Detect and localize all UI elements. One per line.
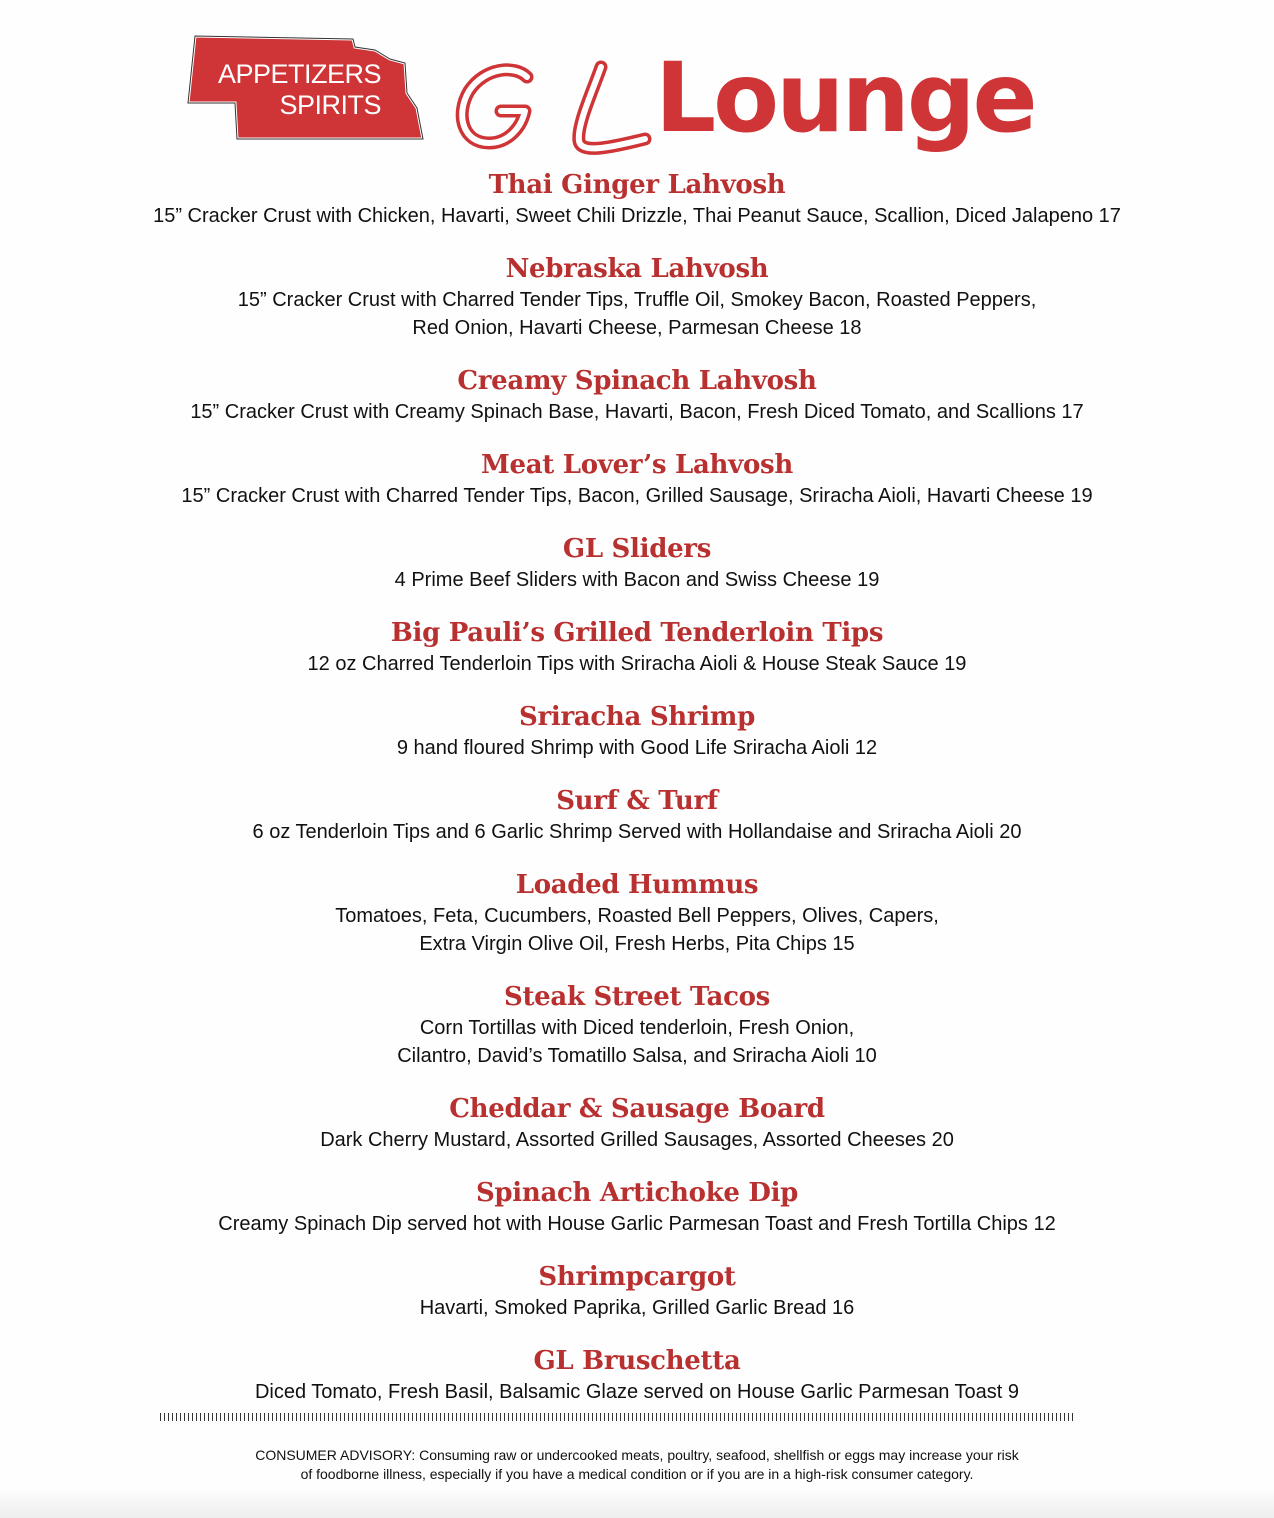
badge-line-appetizers: APPETIZERS — [217, 59, 381, 89]
menu-item-name: GL Sliders — [562, 534, 712, 564]
page-bottom-shade — [0, 1488, 1274, 1518]
menu-item-name: GL Bruschetta — [533, 1346, 741, 1376]
menu-item — [0, 1260, 1274, 1322]
menu-item — [0, 1344, 1274, 1406]
menu-item-name: Thai Ginger Lahvosh — [488, 170, 786, 200]
menu-item-description — [0, 286, 1274, 342]
menu-item — [0, 168, 1274, 230]
menu-item-description-line: Red Onion, Havarti Cheese, Parmesan Cheese 18 — [412, 317, 862, 339]
menu-item-description — [0, 734, 1274, 762]
menu-item-description — [0, 566, 1274, 594]
menu-item-name: Loaded Hummus — [515, 870, 759, 900]
dotted-divider — [160, 1413, 1076, 1421]
menu-item-description-line: 9 hand floured Shrimp with Good Life Sriracha Aioli 12 — [396, 737, 878, 759]
menu-item-name: Creamy Spinach Lahvosh — [457, 366, 817, 396]
menu-item-description-line: 15” Cracker Crust with Chicken, Havarti, Sweet Chili Drizzle, Thai Peanut Sauce, Scallion, Diced Jalapeno 17 — [153, 205, 1121, 227]
gl-monogram-logo — [455, 55, 655, 160]
menu-item-description-line: 15” Cracker Crust with Creamy Spinach Base, Havarti, Bacon, Fresh Diced Tomato, and Scallions 17 — [190, 401, 1084, 423]
menu-item-description-line: Havarti, Smoked Paprika, Grilled Garlic Bread 16 — [419, 1297, 855, 1319]
nebraska-badge — [185, 33, 425, 143]
menu-item — [0, 1176, 1274, 1238]
consumer-advisory — [150, 1446, 1124, 1484]
menu-item-description — [0, 1126, 1274, 1154]
menu-item-description — [0, 1014, 1274, 1070]
lounge-wordmark: Lounge — [655, 42, 1035, 154]
menu-item — [0, 1092, 1274, 1154]
menu-item-description — [0, 1210, 1274, 1238]
menu-item-name: Nebraska Lahvosh — [505, 254, 769, 284]
menu-item-description — [0, 482, 1274, 510]
menu-item-description-line: Corn Tortillas with Diced tenderloin, Fresh Onion, — [419, 1017, 855, 1039]
menu-item — [0, 252, 1274, 342]
menu-item — [0, 532, 1274, 594]
menu-item-description-line: Creamy Spinach Dip served hot with House Garlic Parmesan Toast and Fresh Tortilla Chips 12 — [218, 1213, 1056, 1235]
menu-item-description — [0, 818, 1274, 846]
badge-line-spirits: SPIRITS — [279, 90, 381, 120]
menu-item — [0, 448, 1274, 510]
menu-item-name: Sriracha Shrimp — [519, 702, 755, 732]
advisory-line-2: of foodborne illness, especially if you have a medical condition or if you are in a high-risk consumer category. — [300, 1466, 974, 1482]
menu-item-description — [0, 1294, 1274, 1322]
menu-item — [0, 868, 1274, 958]
menu-item-description-line: 4 Prime Beef Sliders with Bacon and Swiss Cheese 19 — [394, 569, 880, 591]
menu-item-description — [0, 202, 1274, 230]
menu-item-description-line: Diced Tomato, Fresh Basil, Balsamic Glaze served on House Garlic Parmesan Toast 9 — [254, 1381, 1020, 1403]
menu-item-description — [0, 398, 1274, 426]
menu-item-description-line: 6 oz Tenderloin Tips and 6 Garlic Shrimp Served with Hollandaise and Sriracha Aioli 20 — [252, 821, 1022, 843]
menu-item-description-line: Tomatoes, Feta, Cucumbers, Roasted Bell Peppers, Olives, Capers, — [335, 905, 939, 927]
menu-item-name: Big Pauli’s Grilled Tenderloin Tips — [390, 618, 884, 648]
menu-item-name: Shrimpcargot — [538, 1262, 736, 1292]
menu-item-description — [0, 902, 1274, 958]
menu-item-name: Steak Street Tacos — [504, 982, 770, 1012]
menu-item-description-line: 12 oz Charred Tenderloin Tips with Sriracha Aioli & House Steak Sauce 19 — [307, 653, 967, 675]
menu-item-description — [0, 650, 1274, 678]
menu-item — [0, 784, 1274, 846]
menu-item-description-line: Dark Cherry Mustard, Assorted Grilled Sausages, Assorted Cheeses 20 — [320, 1129, 954, 1151]
menu-item-description-line: Cilantro, David’s Tomatillo Salsa, and Sriracha Aioli 10 — [397, 1045, 877, 1067]
menu-item-description-line: 15” Cracker Crust with Charred Tender Tips, Bacon, Grilled Sausage, Sriracha Aioli, Havarti Cheese 19 — [181, 485, 1093, 507]
menu-item-description — [0, 1378, 1274, 1406]
menu-item-name: Surf & Turf — [556, 786, 718, 816]
menu-item-description-line: Extra Virgin Olive Oil, Fresh Herbs, Pita Chips 15 — [419, 933, 855, 955]
advisory-line-1: CONSUMER ADVISORY: Consuming raw or undercooked meats, poultry, seafood, shellfish or eggs may increase your risk — [255, 1447, 1019, 1463]
menu-item — [0, 364, 1274, 426]
menu-item-name: Meat Lover’s Lahvosh — [481, 450, 793, 480]
menu-item-name: Spinach Artichoke Dip — [475, 1178, 799, 1208]
menu-item-description-line: 15” Cracker Crust with Charred Tender Tips, Truffle Oil, Smokey Bacon, Roasted Peppers, — [237, 289, 1037, 311]
menu-item-name: Cheddar & Sausage Board — [449, 1094, 825, 1124]
menu-item — [0, 700, 1274, 762]
menu-header — [0, 0, 1274, 170]
menu-item — [0, 980, 1274, 1070]
menu-item — [0, 616, 1274, 678]
badge-text — [209, 59, 381, 121]
